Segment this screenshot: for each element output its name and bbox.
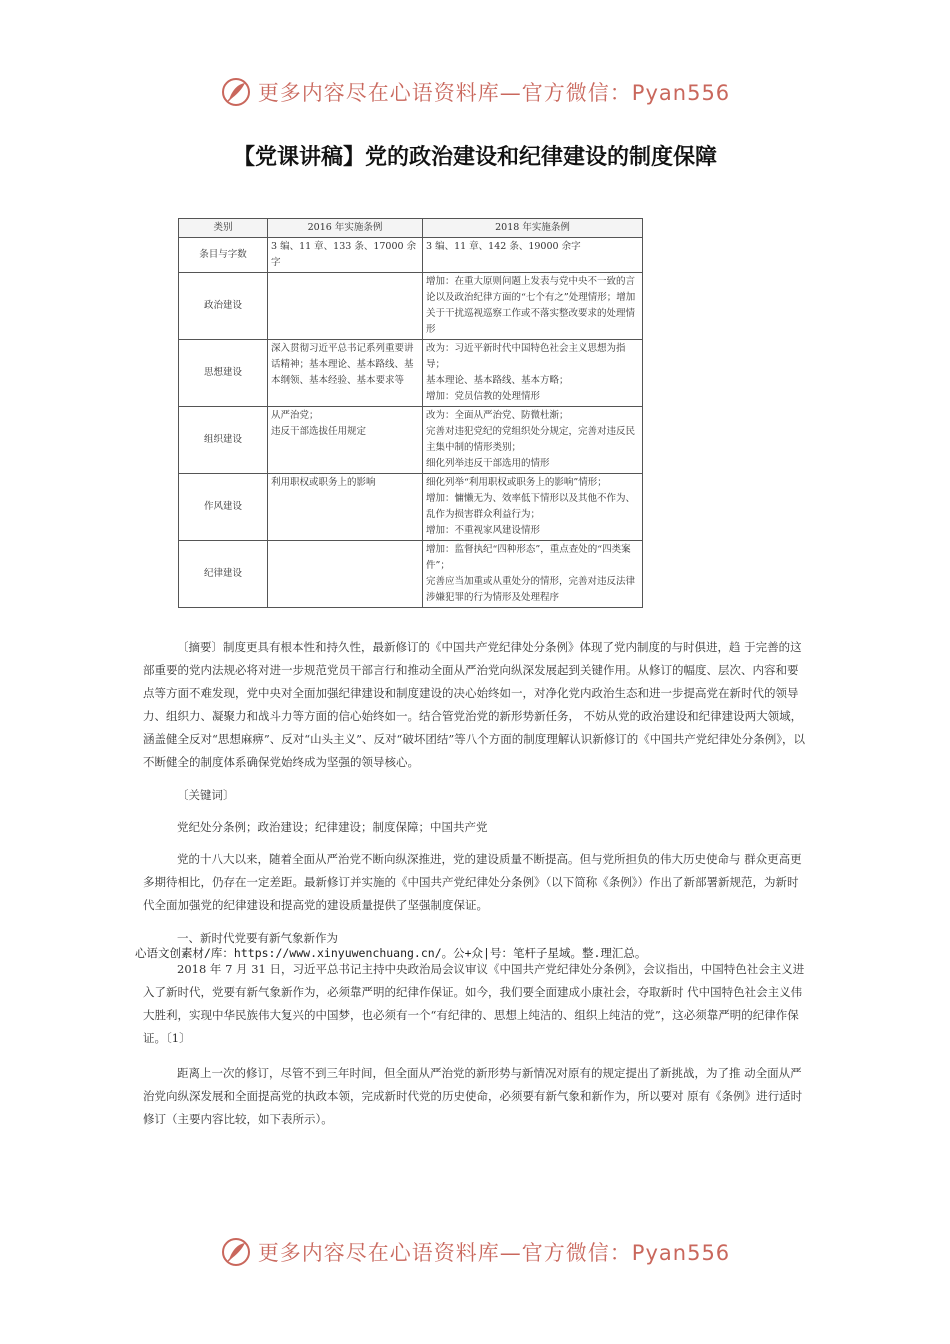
header-banner [0, 72, 950, 112]
abstract-text: 〔摘要〕制度更具有根本性和持久性，最新修订的《中国共产党纪律处分条例》体现了党内制度的与时俱进，趋 于完善的这部重要的党内法规必将对进一步规范党员干部言行和推动全面从严治党向纵深发展起到关键作用。从修订的幅度、层次、内容和要点等方面不难发现，党中央对全面加强纪律建设和制度建设的决心始终如一，对净化党内政治生态和进一步提高党在新时代的领导力、组织力、凝聚力和战斗力等方面的信心始终如一。结合管党治党的新形势新任务， 不妨从党的政治建设和纪律建设两大领域，涵盖健全反对“思想麻痹”、反对“山头主义”、反对“破坏团结”等八个方面的制度理解认识新修订的《中国共产党纪律处分条例》，以不断健全的制度体系确保党始终成为坚强的领导核心。 [143, 640, 806, 769]
paragraph-2-text: 距离上一次的修订，尽管不到三年时间，但全面从严治党的新形势与新情况对原有的规定提出了新挑战，为了推 动全面从严治党向纵深发展和全面提高党的执政本领，完成新时代党的历史使命，必须要有新气象和新作为，所以要对 原有《条例》进行适时修订（主要内容比较，如下表所示）。 [143, 1066, 803, 1126]
quill-leaf-logo-icon [220, 1236, 252, 1268]
quill-leaf-logo-icon [220, 76, 252, 108]
keywords-block [143, 816, 809, 839]
cell-line: 违反干部选拔任用规定 [271, 426, 367, 437]
cell-2016 [268, 407, 423, 474]
intro-paragraph [143, 848, 809, 917]
header-category: 类别 [179, 219, 268, 238]
cell-2018 [423, 273, 643, 340]
table-row [179, 541, 643, 608]
cell-line: 增加：不重视家风建设情形 [426, 525, 541, 536]
table-row [179, 273, 643, 340]
cell-line: 从严治党； [271, 410, 319, 421]
cell-line: 改为：习近平新时代中国特色社会主义思想为指导； [426, 343, 626, 370]
cell-line: 深入贯彻习近平总书记系列重要讲话精神；基本理论、基本路线、基本纲领、基本经验、基本要求等 [271, 343, 414, 386]
cell-2018 [423, 474, 643, 541]
cell-line: 完善对违犯党纪的党组织处分规定，完善对违反民主集中制的情形类别； [426, 426, 636, 453]
cell-category: 纪律建设 [179, 541, 268, 608]
section-heading-1: 一、新时代党要有新气象新作为 [177, 931, 338, 945]
cell-2018 [423, 238, 643, 273]
cell-line: 增加：党员信教的处理情形 [426, 391, 541, 402]
cell-line: 改为：全面从严治党、防微杜渐； [426, 410, 569, 421]
cell-2016 [268, 273, 423, 340]
cell-2016 [268, 340, 423, 407]
paragraph-1 [143, 958, 809, 1050]
abstract-paragraph [143, 636, 809, 774]
keywords-text: 党纪处分条例；政治建设；纪律建设；制度保障；中国共产党 [177, 820, 488, 834]
intro-text: 党的十八大以来，随着全面从严治党不断向纵深推进，党的建设质量不断提高。但与党所担负的伟大历史使命与 群众更高更多期待相比，仍存在一定差距。最新修订并实施的《中国共产党纪律处分条例》（以下简称《条例》）作出了新部署新规范，为新时代全面加强党的纪律建设和提高党的建设质量提供了坚强制度保证。 [143, 852, 802, 912]
cell-category: 作风建设 [179, 474, 268, 541]
banner-text: 更多内容尽在心语资料库—官方微信：Pyan556 [257, 1241, 731, 1265]
comparison-table [178, 218, 643, 608]
cell-category: 组织建设 [179, 407, 268, 474]
cell-2018 [423, 340, 643, 407]
cell-line: 基本理论、基本路线、基本方略； [426, 375, 569, 386]
cell-line: 完善应当加重或从重处分的情形，完善对违反法律涉嫌犯罪的行为情形及处理程序 [426, 576, 636, 603]
cell-2016 [268, 474, 423, 541]
cell-2018 [423, 541, 643, 608]
cell-category: 政治建设 [179, 273, 268, 340]
footer-banner [0, 1232, 950, 1272]
cell-2016 [268, 238, 423, 273]
header-2016: 2016 年实施条例 [268, 219, 423, 238]
keywords-label-block [143, 784, 809, 807]
cell-category: 思想建设 [179, 340, 268, 407]
cell-line: 细化列举违反干部选用的情形 [426, 458, 550, 469]
source-note: 心语文创素材/库：https://www.xinyuwenchuang.cn/。公+众|号：笔杆子星域。整.理汇总。 [135, 946, 647, 960]
page-title: 【党课讲稿】党的政治建设和纪律建设的制度保障 [232, 145, 717, 170]
table-row [179, 340, 643, 407]
cell-line: 增加：慵懒无为、效率低下情形以及其他不作为、乱作为损害群众利益行为； [426, 493, 636, 520]
cell-line: 增加：在重大原则问题上发表与党中央不一致的言论以及政治纪律方面的“七个有之”处理情形；增加关于干扰巡视巡察工作或不落实整改要求的处理情形 [426, 276, 636, 335]
paragraph-1-text: 2018 年 7 月 31 日，习近平总书记主持中央政治局会议审议《中国共产党纪律处分条例》，会议指出，中国特色社会主义进入了新时代，党要有新气象新作为，必须靠严明的纪律作保证。如今，我们要全面建成小康社会，夺取新时 代中国特色社会主义伟大胜利，实现中华民族伟大复兴的中国梦，也必须有一个“有纪律的、思想上纯洁的、组织上纯洁的党”，这必须靠严明的纪律作保证。〔1〕 [143, 962, 805, 1045]
cell-2016 [268, 541, 423, 608]
table-row [179, 407, 643, 474]
keywords-label: 〔关键词〕 [177, 788, 235, 802]
table-row [179, 238, 643, 273]
cell-line: 3 编、11 章、133 条、17000 余字 [271, 241, 417, 268]
header-2018: 2018 年实施条例 [423, 219, 643, 238]
paragraph-2 [143, 1062, 809, 1131]
cell-category: 条目与字数 [179, 238, 268, 273]
cell-line: 利用职权或职务上的影响 [271, 477, 376, 488]
cell-line: 增加：监督执纪“四种形态”，重点查处的“四类案件”； [426, 544, 631, 571]
cell-line: 3 编、11 章、142 条、19000 余字 [426, 241, 581, 252]
cell-2018 [423, 407, 643, 474]
banner-text: 更多内容尽在心语资料库—官方微信：Pyan556 [257, 81, 731, 105]
table-header-row [179, 219, 643, 238]
table-row [179, 474, 643, 541]
cell-line: 细化列举“利用职权或职务上的影响”情形； [426, 477, 607, 488]
